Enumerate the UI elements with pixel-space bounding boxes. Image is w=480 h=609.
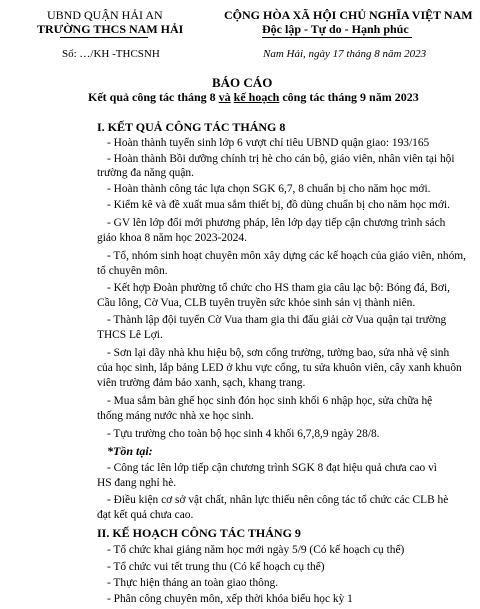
nation-line2: Độc lập - Tự do - Hạnh phúc <box>262 22 409 36</box>
s1-line-11: - Thành lập đội tuyển Cờ Vua tham gia thi đấu giải cờ Vua quận tại trường <box>107 314 447 326</box>
s1-line-4: - Kiểm kê và đề xuất mua sắm thiết bị, đồ dùng chuẩn bị cho năm học mới. <box>107 199 450 211</box>
limits-line-2: - Điều kiện cơ sở vật chất, nhân lực thiếu nên công tác tổ chức các CLB hè <box>107 494 449 506</box>
limits-line-3: đạt kết quả chưa cao. <box>97 509 194 521</box>
section2-heading: II. KẾ HOẠCH CÔNG TÁC THÁNG 9 <box>97 526 301 540</box>
s1-line-17: thống máng nước nhà xe học sinh. <box>97 410 254 422</box>
limits-line-1: HS đang nghỉ hè. <box>97 477 177 489</box>
s1-line-12: THCS Lê Lợi. <box>97 329 163 341</box>
org-line1: UBND QUẬN HẢI AN <box>47 8 163 22</box>
org-line2: TRƯỜNG THCS NAM HẢI <box>37 22 184 36</box>
s1-line-8: tổ chuyên môn. <box>97 265 168 277</box>
s2-line-3: - Phân công chuyên môn, xếp thời khóa biểu học kỳ 1 <box>107 593 353 605</box>
s1-line-16: - Mua sắm bàn ghế học sinh đón học sinh khối 6 nhập học, sửa chữa hệ <box>107 395 433 407</box>
s1-line-14: của học sinh, lắp bảng LED ở khu vực cổng, tu sửa khuôn viên, cây xanh khuôn <box>97 362 462 374</box>
org-underline <box>60 37 148 38</box>
s1-line-3: - Hoàn thành công tác lựa chọn SGK 6,7, 8 chuẩn bị cho năm học mới. <box>107 183 431 195</box>
s1-line-9: - Kết hợp Đoàn phường tổ chức cho HS tham gia câu lạc bộ: Bóng đá, Bơi, <box>107 282 450 294</box>
s1-line-15: viên trường đảm bảo xanh, sạch, khang trang. <box>97 377 306 389</box>
subtitle-part2: công tác tháng 9 năm 2023 <box>279 90 419 104</box>
s1-line-5: - GV lên lớp đổi mới phương pháp, lên lớp dạy tiếp cận chương trình sách <box>107 217 446 229</box>
report-title: BÁO CÁO <box>212 75 273 90</box>
nation-underline <box>262 37 412 38</box>
s1-line-18: - Tựu trường cho toàn bộ học sinh 4 khối 6,7,8,9 ngày 28/8. <box>107 428 380 440</box>
s2-line-1: - Tổ chức vui tết trung thu (Có kế hoạch cụ thể) <box>107 561 325 573</box>
subtitle-kehoach: kế hoạch <box>233 90 280 104</box>
s1-line-6: giáo khoa 8 năm học 2023-2024. <box>97 232 247 244</box>
s1-line-0: - Hoàn thành tuyển sinh lớp 6 vượt chỉ tiêu UBND quận giao: 193/165 <box>107 137 430 149</box>
s2-line-0: - Tổ chức khai giảng năm học mới ngày 5/9 (Có kế hoạch cụ thể) <box>107 544 405 556</box>
s1-line-10: Cầu lông, Cờ Vua, CLB tuyên truyền sức khỏe sinh sản vị thành niên. <box>97 297 416 309</box>
doc-number: Số: …/KH -THCSNH <box>62 48 160 60</box>
s1-line-2: trường đa năng quận. <box>97 167 194 179</box>
nation-line1: CỘNG HÒA XÃ HỘI CHỦ NGHĨA VIỆT NAM <box>224 8 473 22</box>
place-date: Nam Hải, ngày 17 tháng 8 năm 2023 <box>263 48 427 60</box>
limits-heading: *Tồn tại: <box>107 444 153 458</box>
subtitle-va: và <box>218 90 231 104</box>
s1-line-1: - Hoàn thành Bồi dưỡng chính trị hè cho cán bộ, giáo viên, nhân viên tại hội <box>107 153 455 165</box>
s1-line-7: - Tổ, nhóm sinh hoạt chuyên môn xây dựng các kế hoạch của giáo viên, nhóm, <box>107 250 466 262</box>
section1-heading: I. KẾT QUẢ CÔNG TÁC THÁNG 8 <box>97 120 286 134</box>
subtitle-part1: Kết quả công tác tháng 8 <box>88 90 219 104</box>
s2-line-2: - Thực hiện tháng an toàn giao thông. <box>107 577 279 589</box>
report-subtitle <box>88 90 419 105</box>
s1-line-13: - Sơn lại dãy nhà khu hiệu bộ, sơn cổng trường, tường bao, sửa nhà vệ sinh <box>107 347 450 359</box>
limits-line-0: - Công tác lên lớp tiếp cận chương trình SGK 8 đạt hiệu quả chưa cao vì <box>107 462 437 474</box>
